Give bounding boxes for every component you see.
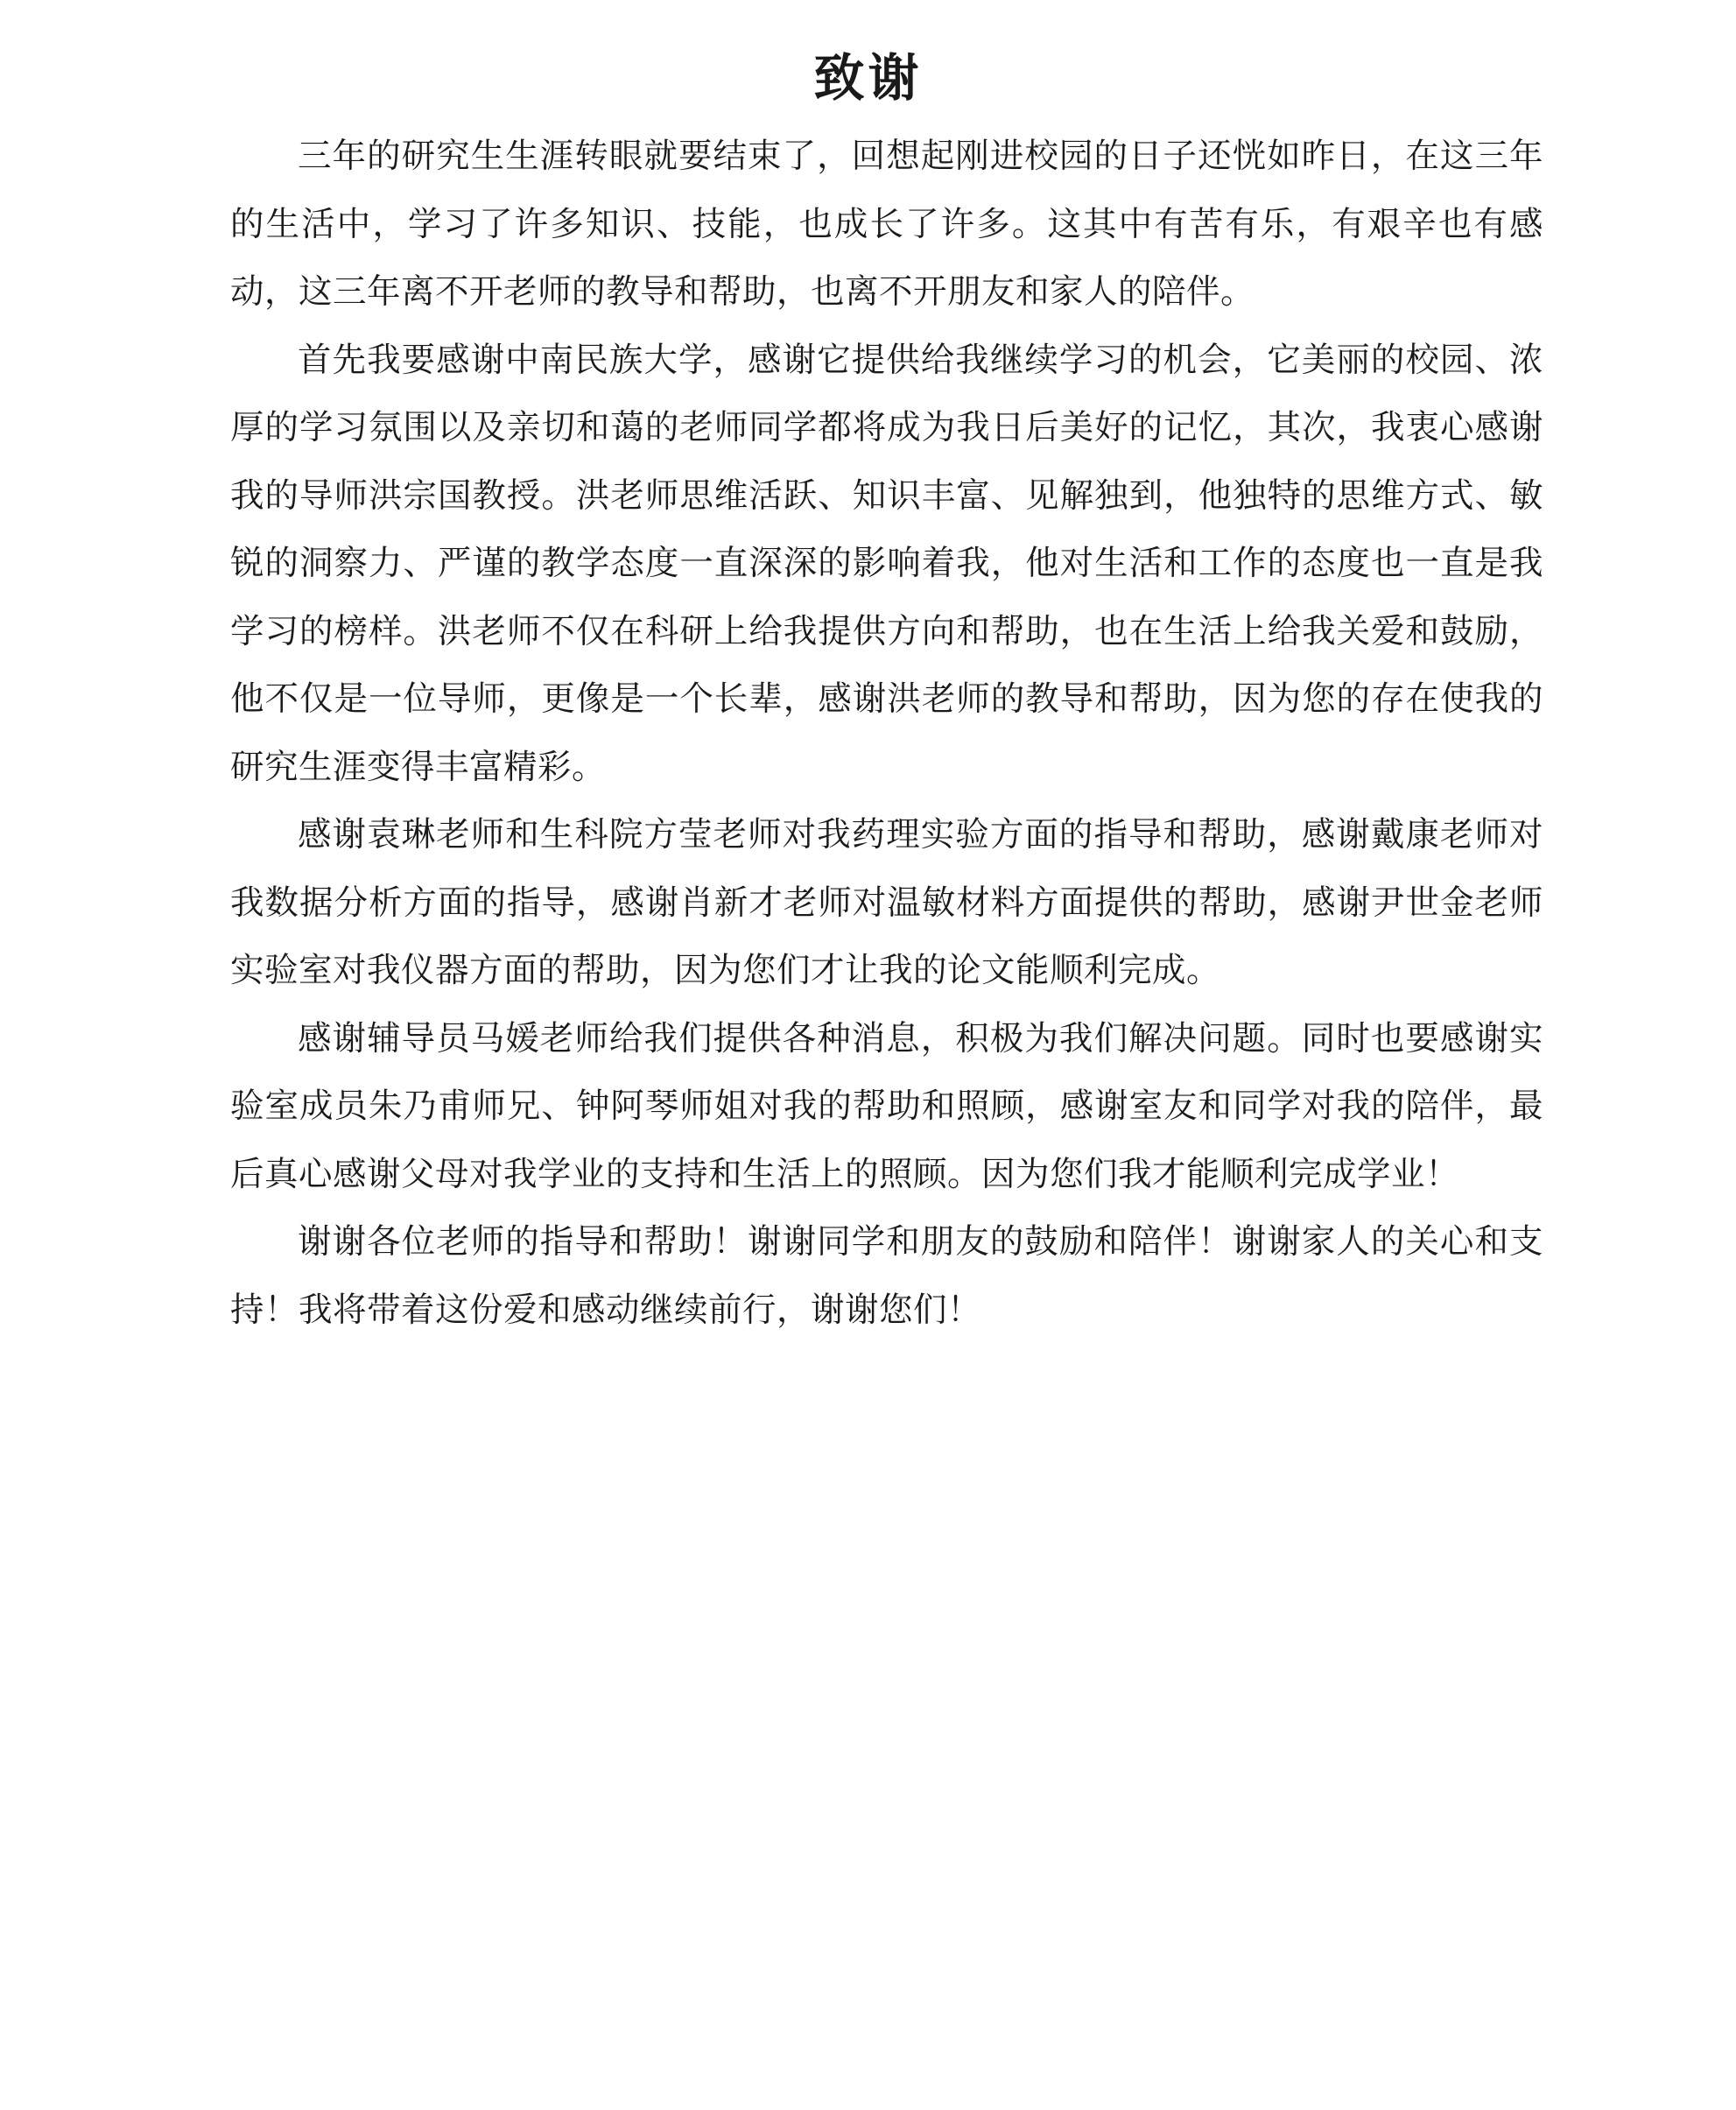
acknowledgement-body: [230, 123, 1543, 1344]
paragraph-intro: 三年的研究生生涯转眼就要结束了，回想起刚进校园的日子还恍如昨日，在这三年的生活中，学习了许多知识、技能，也成长了许多。这其中有苦有乐，有艰辛也有感动，这三年离不开老师的教导和帮助，也离不开朋友和家人的陪伴。: [230, 137, 1543, 312]
paragraph-teachers: 感谢袁琳老师和生科院方莹老师对我药理实验方面的指导和帮助，感谢戴康老师对我数据分析方面的指导，感谢肖新才老师对温敏材料方面提供的帮助，感谢尹世金老师实验室对我仪器方面的帮助，因为您们才让我的论文能顺利完成。: [230, 815, 1543, 990]
paragraph-counselor-family: 感谢辅导员马媛老师给我们提供各种消息，积极为我们解决问题。同时也要感谢实验室成员朱乃甫师兄、钟阿琴师姐对我的帮助和照顾，感谢室友和同学对我的陪伴，最后真心感谢父母对我学业的支持和生活上的照顾。因为您们我才能顺利完成学业！: [230, 1018, 1543, 1194]
page-title: 致谢: [813, 47, 923, 108]
paragraph-university-advisor: 首先我要感谢中南民族大学，感谢它提供给我继续学习的机会，它美丽的校园、浓厚的学习氛围以及亲切和蔼的老师同学都将成为我日后美好的记忆，其次，我衷心感谢我的导师洪宗国教授。洪老师思维活跃、知识丰富、见解独到，他独特的思维方式、敏锐的洞察力、严谨的教学态度一直深深的影响着我，他对生活和工作的态度也一直是我学习的榜样。洪老师不仅在科研上给我提供方向和帮助，也在生活上给我关爱和鼓励，他不仅是一位导师，更像是一个长辈，感谢洪老师的教导和帮助，因为您的存在使我的研究生涯变得丰富精彩。: [230, 340, 1543, 787]
paragraph-closing: 谢谢各位老师的指导和帮助！谢谢同学和朋友的鼓励和陪伴！谢谢家人的关心和支持！我将带着这份爱和感动继续前行，谢谢您们！: [230, 1222, 1543, 1330]
